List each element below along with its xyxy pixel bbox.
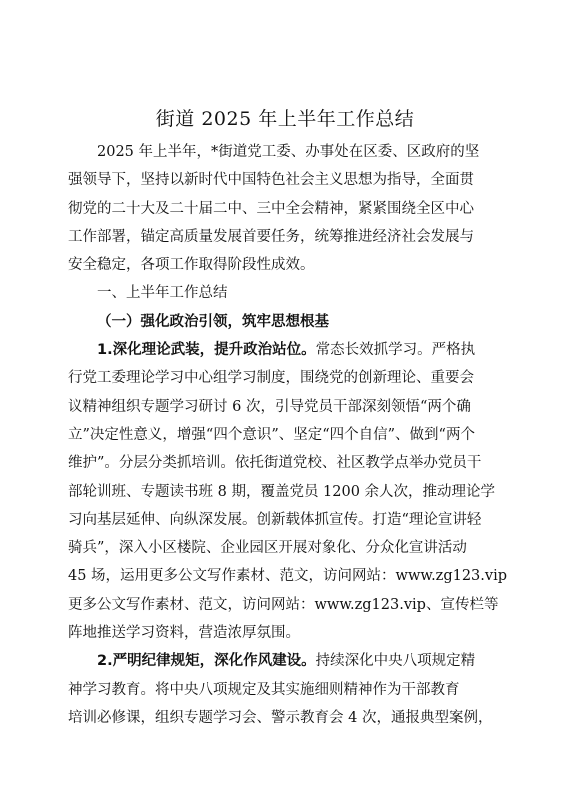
item2-line: 神学习教育。将中央八项规定及其实施细则精神作为干部教育 <box>68 681 460 698</box>
item1-line: 阵地推送学习资料，营造浓厚氛围。 <box>68 625 300 642</box>
document-title: 街道 2025 年上半年工作总结 <box>155 108 415 130</box>
intro-line: 彻党的二十大及二十届二中、三中全会精神，紧紧围绕全区中心 <box>68 200 474 217</box>
item2-lead: 2.严明纪律规矩，深化作风建设。 <box>97 653 316 670</box>
section-heading: 一、上半年工作总结 <box>97 285 228 302</box>
item2-line: 培训必修课，组织专题学习会、警示教育会 4 次，通报典型案例， <box>68 709 493 726</box>
document-body <box>68 138 507 732</box>
item1-line: 部轮训班、专题读书班 8 期，覆盖党员 1200 余人次，推动理论学 <box>68 483 496 500</box>
item1-line: 45 场，运用更多公文写作素材、范文，访问网站：www.zg123.vip <box>68 568 507 585</box>
item1-line: 维护”。分层分类抓培训。依托街道党校、社区教学点举办党员干 <box>68 455 482 472</box>
item2-lead-rest: 持续深化中央八项规定精 <box>315 653 476 670</box>
item1-line: 议精神组织专题学习研讨 6 次，引导党员干部深刻领悟“两个确 <box>68 398 471 415</box>
item1-line: 骑兵”，深入小区楼院、企业园区开展对象化、分众化宣讲活动 <box>68 540 467 557</box>
item1-lead-rest: 常态长效抓学习。严格执 <box>315 342 476 359</box>
item1-line: 立”决定性意义，增强“四个意识”、坚定“四个自信”、做到“两个 <box>68 426 475 443</box>
item1-line: 更多公文写作素材、范文，访问网站：www.zg123.vip、宣传栏等 <box>68 596 499 613</box>
item1-line: 习向基层延伸、向纵深发展。创新载体抓宣传。打造“理论宣讲轻 <box>68 511 482 528</box>
item1-lead: 1.深化理论武装，提升政治站位。 <box>97 342 316 359</box>
intro-line: 安全稳定，各项工作取得阶段性成效。 <box>68 257 315 274</box>
intro-line: 2025 年上半年，*街道党工委、办事处在区委、区政府的坚 <box>97 144 480 160</box>
subsection-heading: （一）强化政治引领，筑牢思想根基 <box>97 313 329 330</box>
item1-first-line <box>68 336 500 364</box>
intro-line: 强领导下，坚持以新时代中国特色社会主义思想为指导，全面贯 <box>68 172 474 189</box>
intro-line: 工作部署，锚定高质量发展首要任务，统筹推进经济社会发展与 <box>68 228 474 245</box>
item1-line: 行党工委理论学习中心组学习制度，围绕党的创新理论、重要会 <box>68 370 474 387</box>
item2-first-line <box>68 647 500 675</box>
